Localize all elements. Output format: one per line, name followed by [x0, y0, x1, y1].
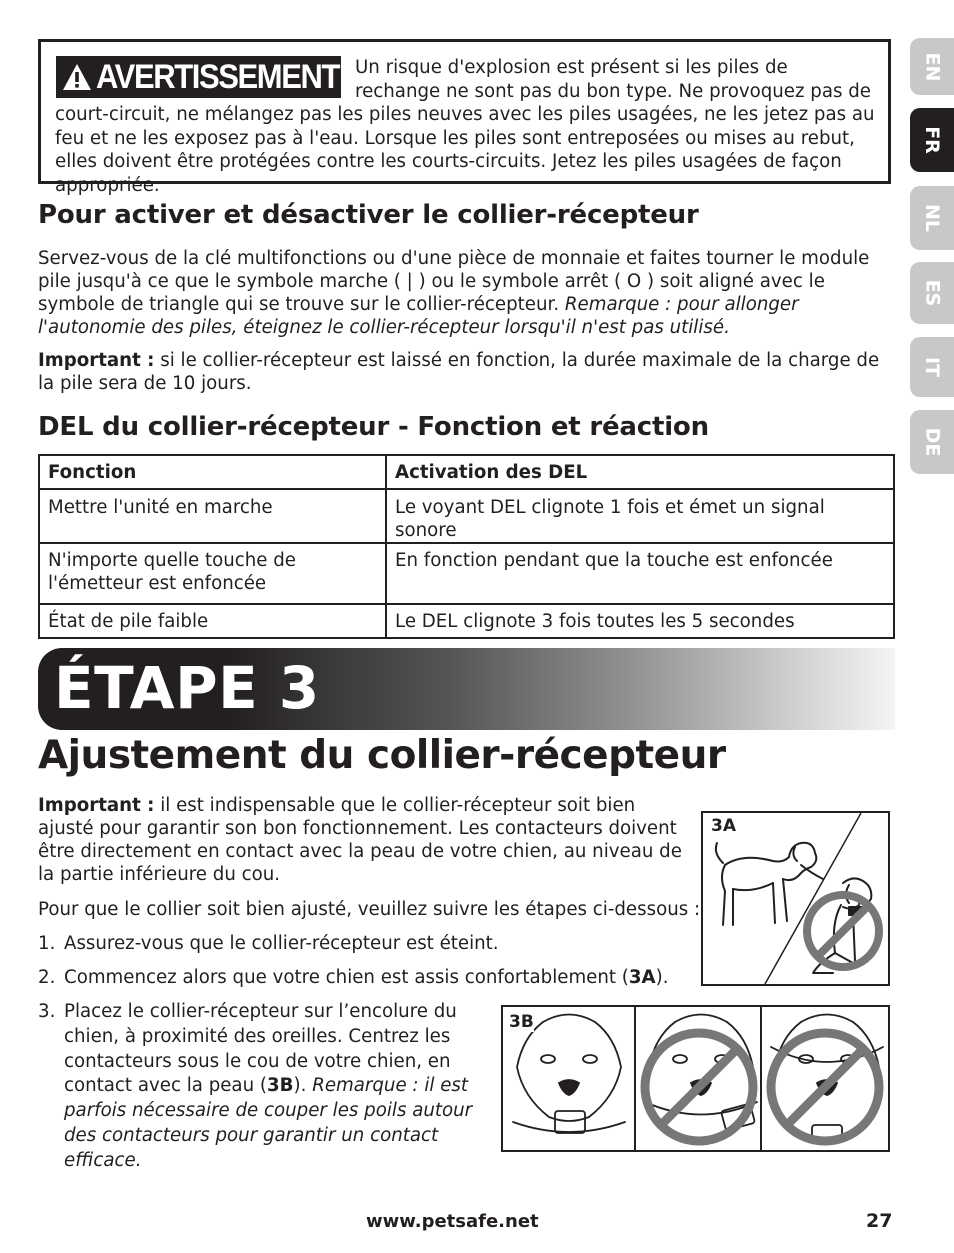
table-row — [39, 604, 894, 638]
step-subtitle: Ajustement du collier-récepteur — [38, 733, 726, 778]
step-list-item-1: 1. Assurez-vous que le collier-récepteur est éteint. — [38, 933, 499, 954]
table-cell: Mettre l'unité en marche — [39, 489, 386, 543]
figure-label: 3B — [509, 1012, 534, 1032]
step-banner — [38, 648, 895, 730]
figure-3a — [701, 811, 890, 986]
tab-language-es[interactable]: ES — [910, 262, 954, 324]
table-cell: Le voyant DEL clignote 1 fois et émet un signal sonore — [386, 489, 894, 543]
figure-3b — [501, 1005, 890, 1152]
table-header-row — [39, 455, 894, 489]
led-function-table — [38, 454, 895, 639]
warning-box — [38, 39, 891, 196]
warning-badge-label: AVERTISSEMENT — [96, 56, 340, 97]
table-header: Fonction — [39, 455, 386, 489]
figure-label: 3A — [711, 816, 736, 836]
footer-url[interactable]: www.petsafe.net — [366, 1211, 539, 1232]
step-title: ÉTAPE 3 — [54, 654, 320, 722]
page-number: 27 — [866, 1210, 893, 1232]
table-cell: État de pile faible — [39, 604, 386, 638]
tab-language-en[interactable]: EN — [910, 38, 954, 95]
tab-language-nl[interactable]: NL — [910, 186, 954, 250]
section-on-off-text: Servez-vous de la clé multifonctions ou d'une pièce de monnaie et faites tourner le module pile jusqu'à ce que le symbole marche ( | ) ou le symbole arrêt ( O ) soit aligné avec le symbole de triangle qui se trouve sur le collier-récepteur. Remarque : pour allonger l'autonomie des piles, éteignez le collier-récepteur lorsqu'il n'est pas utilisé. — [38, 248, 870, 338]
step-intro: Pour que le collier soit bien ajusté, veuillez suivre les étapes ci-dessous : — [38, 899, 701, 920]
table-cell: Le DEL clignote 3 fois toutes les 5 secondes — [386, 604, 894, 638]
table-row — [39, 543, 894, 604]
section-heading-led: DEL du collier-récepteur - Fonction et réaction — [38, 412, 709, 442]
sitting-dog-illustration — [703, 813, 888, 984]
step-important-note: Important : il est indispensable que le collier-récepteur soit bien ajusté pour garantir son bon fonctionnement. Les contacteurs doivent être directement en contact avec la peau de votre chien, au niveau de la partie inférieure du cou. — [38, 795, 682, 885]
tab-language-de[interactable]: DE — [910, 410, 954, 474]
step-list-item-3: 3. Placez le collier-récepteur sur l’encolure du chien, à proximité des oreilles. Centrez les contacteurs sous le cou de votre chien, en contact avec la peau (3B). Remarque : il est parfois nécessaire de couper les poils autour des contacteurs pour garantir un contact efficace. — [38, 1001, 473, 1171]
table-cell: N'importe quelle touche de l'émetteur est enfoncée — [39, 543, 386, 604]
step-list-item-2: 2. Commencez alors que votre chien est assis confortablement (3A). — [38, 967, 669, 988]
section-heading-on-off: Pour activer et désactiver le collier-récepteur — [38, 200, 699, 230]
table-cell: En fonction pendant que la touche est enfoncée — [386, 543, 894, 604]
tab-language-fr[interactable]: FR — [910, 108, 954, 172]
warning-text: Un risque d'explosion est présent si les piles de rechange ne sont pas du bon type. Ne provoquez pas de court-circuit, ne mélangez pas les piles neuves avec les piles usagées, ne les jetez pas au feu et ne les exposez pas à l'eau. Lorsque les piles sont entreposées ou mises au rebut, elles doivent être protégées contre les courts-circuits. Jetez les piles usagées de façon appropriée. — [55, 57, 875, 196]
table-header: Activation des DEL — [386, 455, 894, 489]
tab-language-it[interactable]: IT — [910, 337, 954, 397]
collar-position-illustrations — [503, 1007, 888, 1150]
table-row — [39, 489, 894, 543]
important-note: Important : si le collier-récepteur est laissé en fonction, la durée maximale de la charge de la pile sera de 10 jours. — [38, 350, 880, 394]
